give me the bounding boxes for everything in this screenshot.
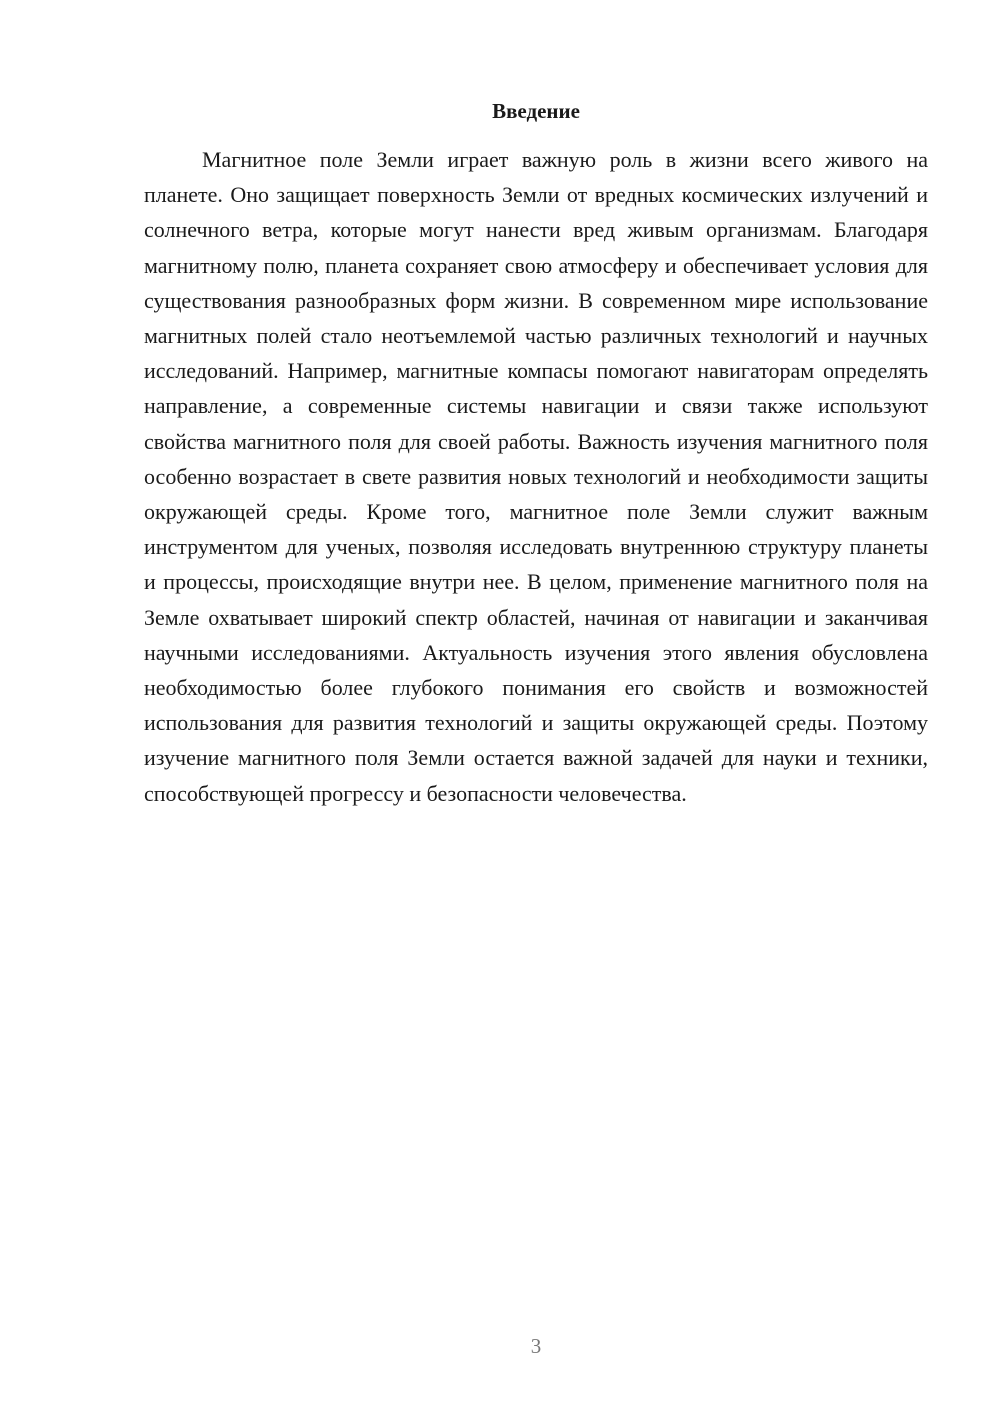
page-number: 3 xyxy=(530,1334,542,1358)
section-heading: Введение xyxy=(492,99,580,123)
body-paragraph: Магнитное поле Земли играет важную роль в жизни всего живого на планете. Оно защищает поверхность Земли от вредных космических излучений и солнечного ветра, которые могут нанести вред живым организмам. Благодаря магнитному полю, планета сохраняет свою атмосферу и обеспечивает условия для существования разнообразных форм жизни. В современном мире использование магнитных полей стало неотъемлемой частью различных технологий и научных исследований. Например, магнитные компасы помогают навигаторам определять направление, а современные системы навигации и связи также используют свойства магнитного поля для своей работы. Важность изучения магнитного поля особенно возрастает в свете развития новых технологий и необходимости защиты окружающей среды. Кроме того, магнитное поле Земли служит важным инструментом для ученых, позволяя исследовать внутреннюю структуру планеты и процессы, происходящие внутри нее. В целом, применение магнитного поля на Земле охватывает широкий спектр областей, начиная от навигации и заканчивая научными исследованиями. Актуальность изучения этого явления обусловлена необходимостью более глубокого понимания его свойств и возможностей использования для развития технологий и защиты окружающей среды. Поэтому изучение магнитного поля Земли остается важной задачей для науки и техники, способствующей прогрессу и безопасности человечества. xyxy=(144,147,928,806)
